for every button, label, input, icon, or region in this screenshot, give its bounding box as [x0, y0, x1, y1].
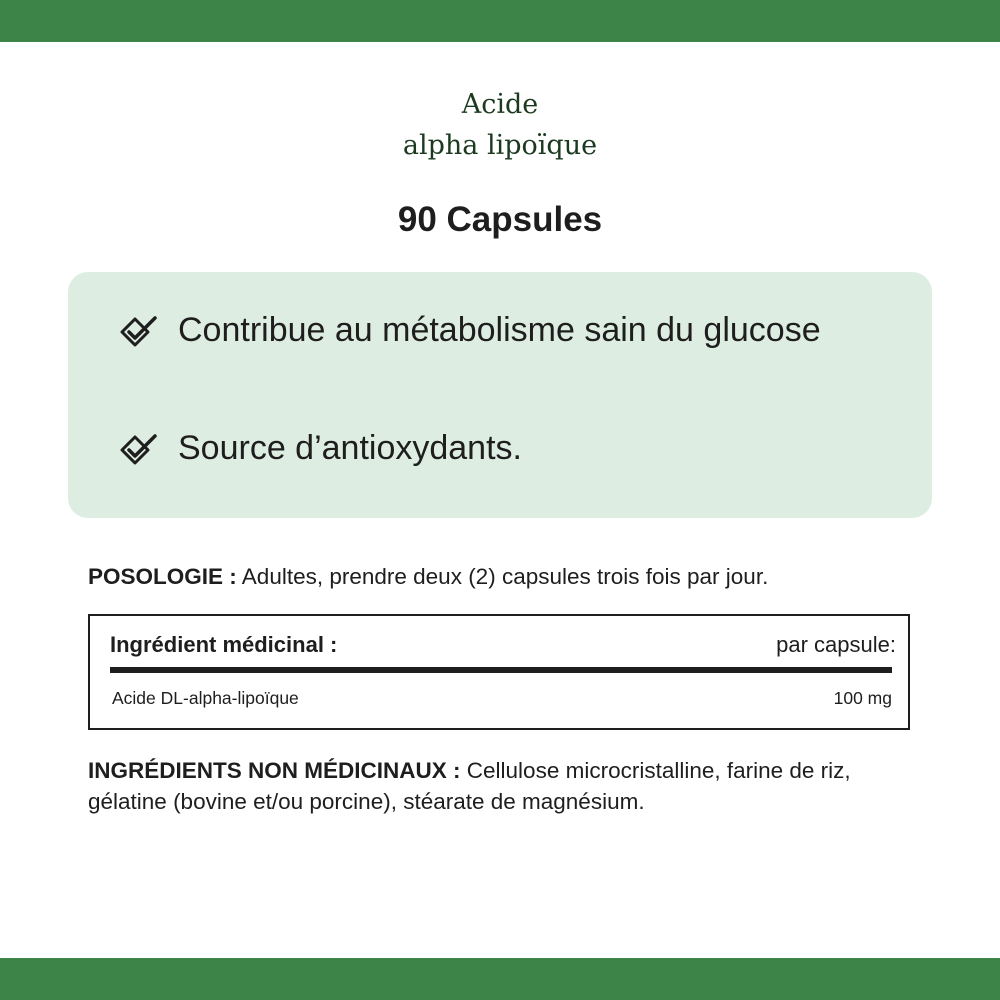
product-title-line-2: alpha lipoïque [402, 130, 598, 161]
table-divider [110, 667, 892, 673]
table-row-ingredient-amount: 100 mg [833, 688, 892, 708]
dosage-instructions [88, 564, 928, 590]
benefit-item [118, 428, 838, 470]
capsule-count: 90 Capsules [397, 200, 603, 239]
non-medicinal-text: Cellulose microcristalline, farine de riz, gélatine (bovine et/ou porcine), stéarate de magnésium. [88, 758, 851, 814]
table-header-amount: par capsule: [776, 632, 896, 657]
benefit-text: Source d’antioxydants. [178, 429, 522, 467]
benefit-item [118, 310, 838, 352]
dosage-label: POSOLOGIE : [88, 564, 237, 589]
product-title-line-1: Acide [461, 89, 539, 120]
top-brand-bar [0, 0, 1000, 42]
table-row-ingredient-name: Acide DL-alpha-lipoïque [112, 688, 299, 708]
non-medicinal-label: INGRÉDIENTS NON MÉDICINAUX : [88, 758, 461, 783]
checkmark-icon [118, 312, 158, 352]
product-title [0, 84, 1000, 166]
table-header-ingredient: Ingrédient médicinal : [110, 632, 338, 657]
benefit-text: Contribue au métabolisme sain du glucose [178, 311, 821, 349]
bottom-brand-bar [0, 958, 1000, 1000]
checkmark-icon [118, 430, 158, 470]
medicinal-ingredient-table [88, 614, 910, 730]
dosage-text: Adultes, prendre deux (2) capsules trois fois par jour. [241, 564, 769, 589]
non-medicinal-ingredients [88, 755, 918, 817]
benefits-panel [68, 272, 932, 518]
